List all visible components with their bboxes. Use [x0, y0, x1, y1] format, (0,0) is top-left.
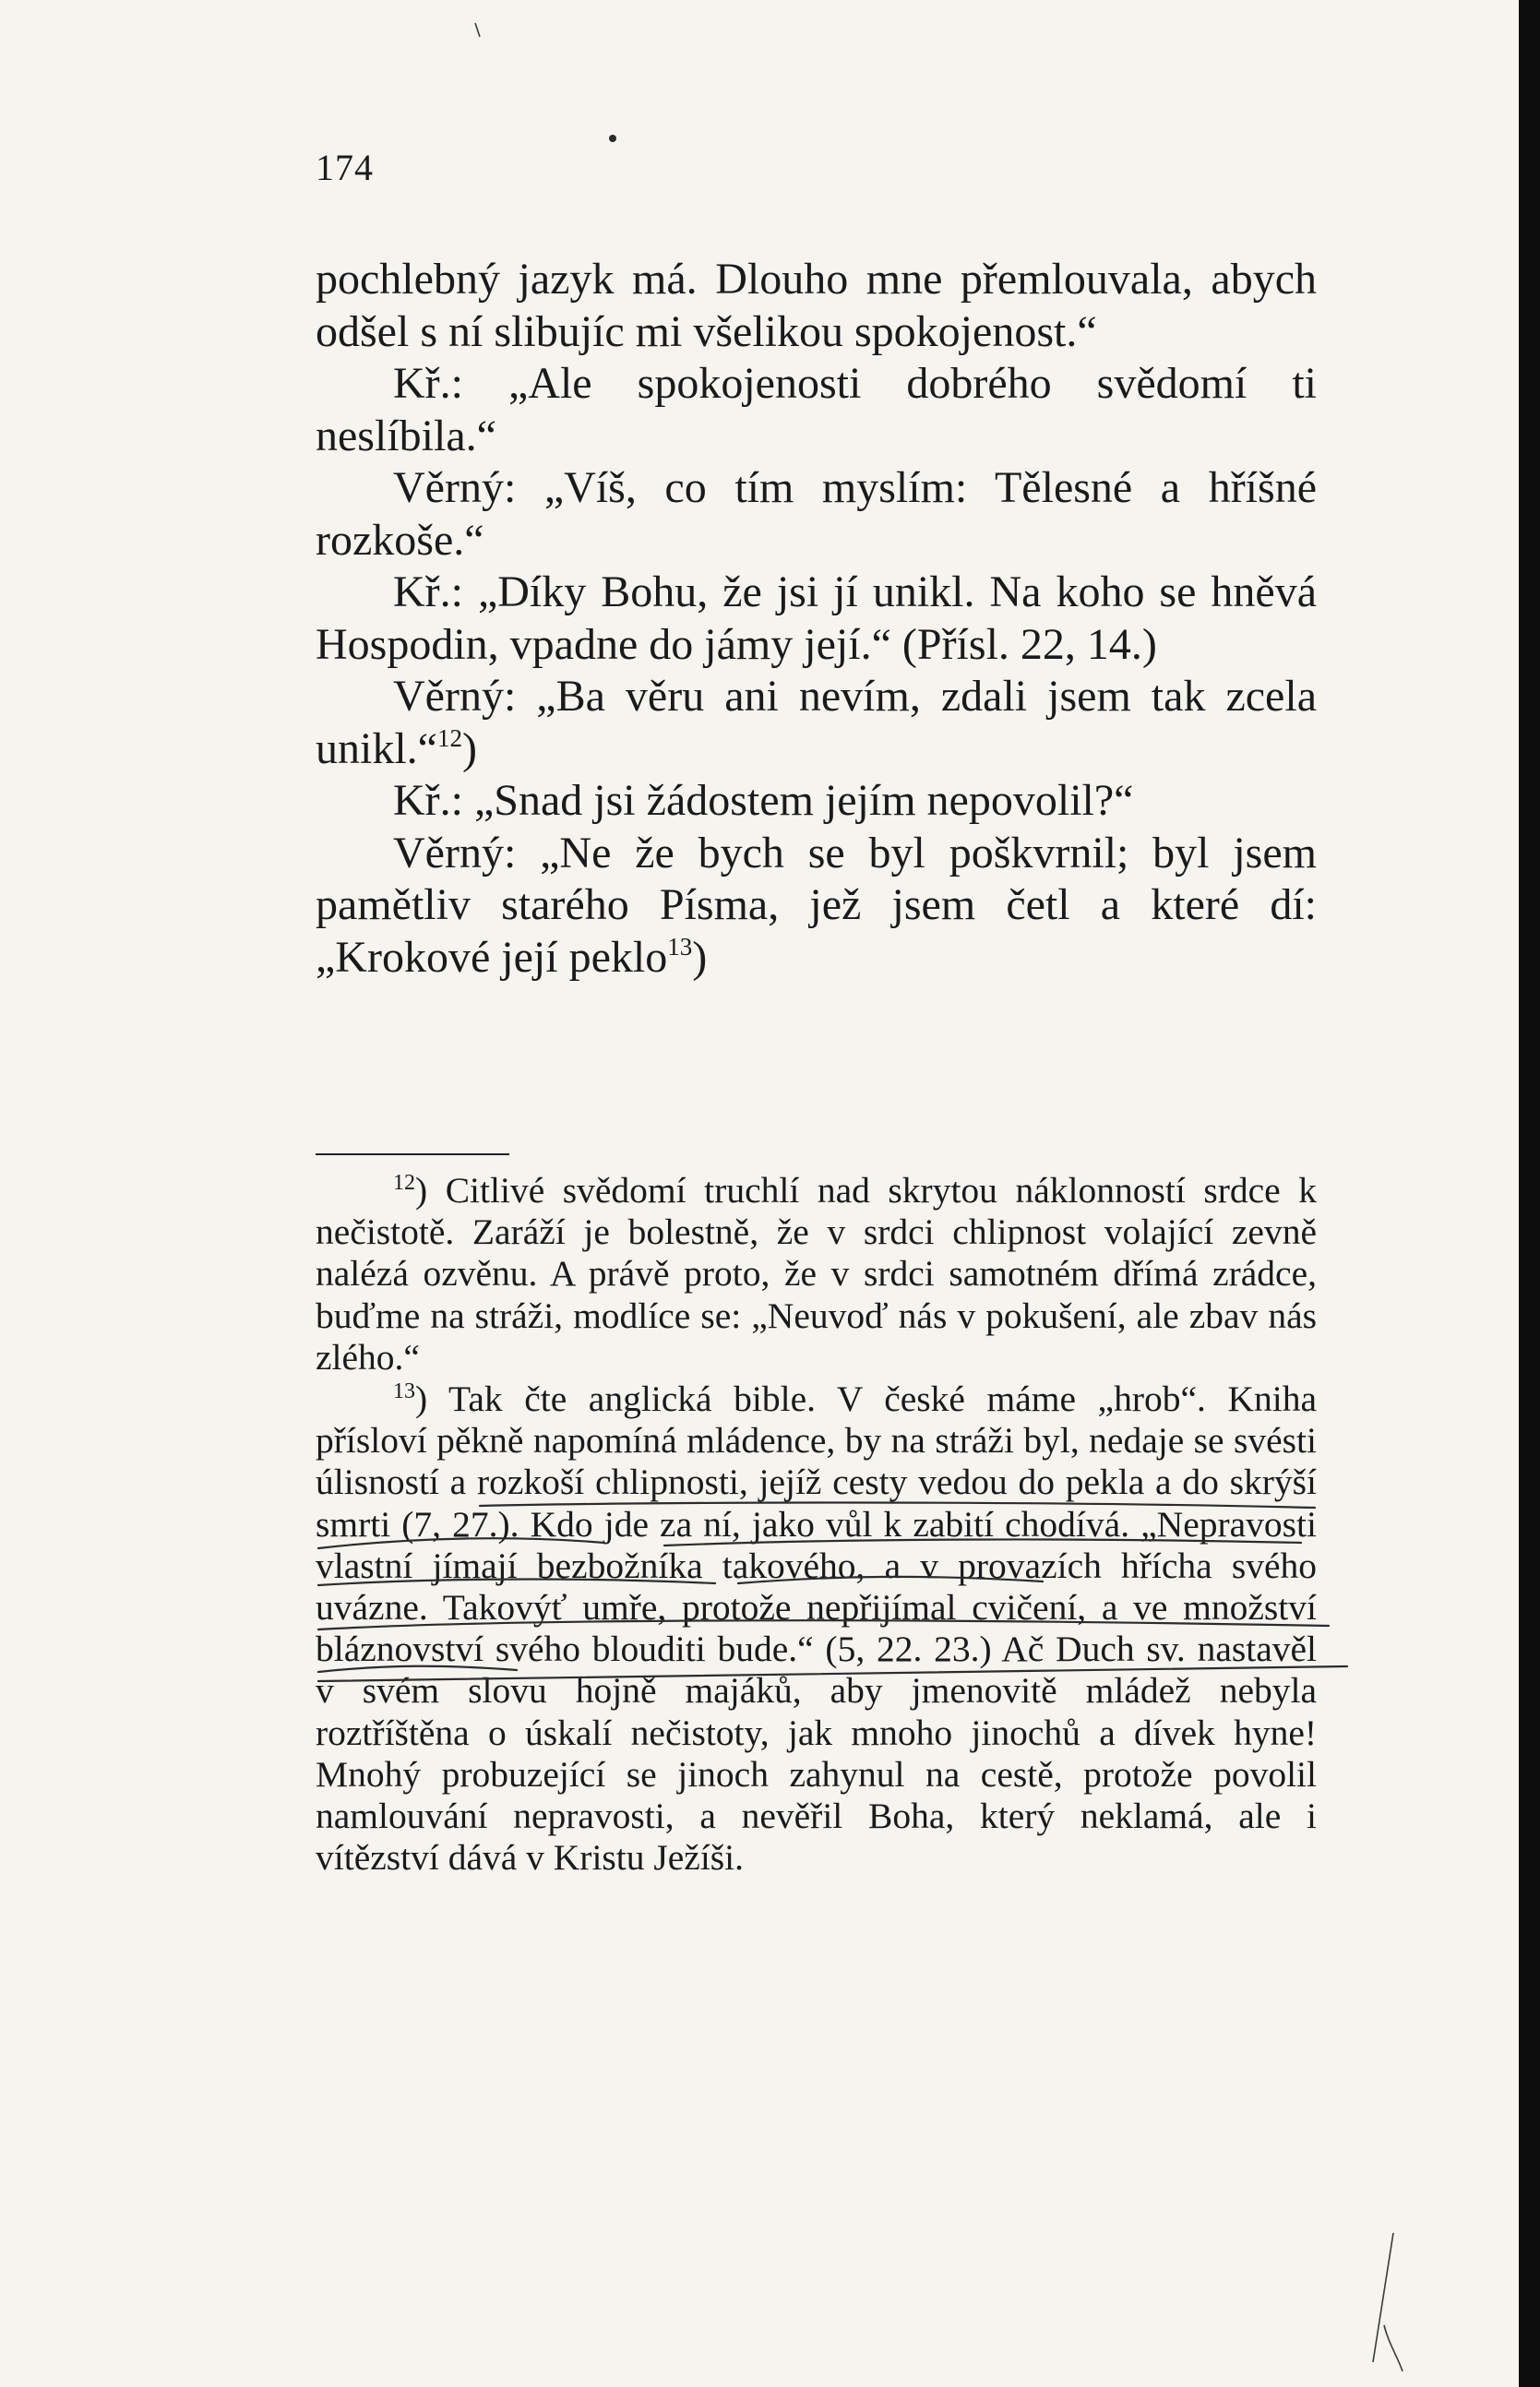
paragraph: Věrný: „Ba věru ani nevím, zdali jsem tak zcela unikl.“$^{12}$): [316, 672, 1317, 773]
ink-dot: [609, 135, 616, 142]
paragraph: Věrný: „Ne že bych se byl poškvrnil; byl jsem pamětliv starého Písma, jež jsem četl a které dí: „Krokové její peklo$^{13}$): [316, 828, 1317, 982]
paragraph: Kř.: „Snad jsi žádostem jejím nepovolil?“: [393, 776, 1134, 825]
scan-edge: [1519, 0, 1540, 2387]
footnote-rule: [316, 1153, 509, 1155]
paragraph: Kř.: „Ale spokojenosti dobrého svědomí ti neslíbila.“: [316, 359, 1317, 460]
footnote: $^{13}$) Tak čte anglická bible. V české máme „hrob“. Kniha přísloví pěkně napomíná mládence, by na stráži byl, nedaje se svésti úlisností a rozkoší chlipnosti, jejíž cesty vedou do pekla a do skrýší smrti (7, 27.). Kdo jde za ní, jako vůl k zabití chodívá. „Nepravosti vlastní jímají bezbožníka takového, a v provazích hřícha svého uvázne. Takovýť umře, protože nepřijímal cvičení, a ve množství bláznovství svého blouditi bude.“ (5, 22. 23.) Ač Duch sv. nastavěl v svém slovu hojně majáků, aby jmenovitě mládež nebyla roztříštěna o úskalí nečistoty, jak mnoho jinochů a dívek hyne! Mnohý probuzející se jinoch zahynul na cestě, protože povolil namlouvání nepravosti, a nevěřil Boha, který neklamá, ale i vítězství dává v Kristu Ježíši.: [316, 1378, 1317, 1879]
main-text: [316, 254, 1317, 984]
footnote: $^{12}$) Citlivé svědomí truchlí nad skrytou náklonností srdce k nečistotě. Zaráží je bolestně, že v srdci chlipnost volající zevně nalézá ozvěnu. A právě proto, že v srdci samotném dřímá zrádce, buďme na stráži, modlíce se: „Neuvoď nás v pokušení, ale zbav nás zlého.“: [316, 1170, 1317, 1378]
footnote-mark: 12: [393, 1171, 415, 1195]
footnote-mark: 13: [393, 1379, 415, 1404]
paragraph: Kř.: „Díky Bohu, že jsi jí unikl. Na koho se hněvá Hospodin, vpadne do jámy její.“ (Přísl. 22, 14.): [316, 567, 1317, 669]
paragraph: pochlebný jazyk má. Dlouho mne přemlouvala, abych odšel s ní slibujíc mi všelikou spokojenost.“: [316, 255, 1317, 356]
footnote-ref: 13: [667, 932, 693, 961]
footnote-ref: 12: [436, 723, 462, 752]
footnotes: [316, 1170, 1317, 1879]
page-number: 174: [316, 147, 374, 188]
paragraph: Věrný: „Víš, co tím myslím: Tělesné a hříšné rozkoše.“: [316, 463, 1317, 565]
